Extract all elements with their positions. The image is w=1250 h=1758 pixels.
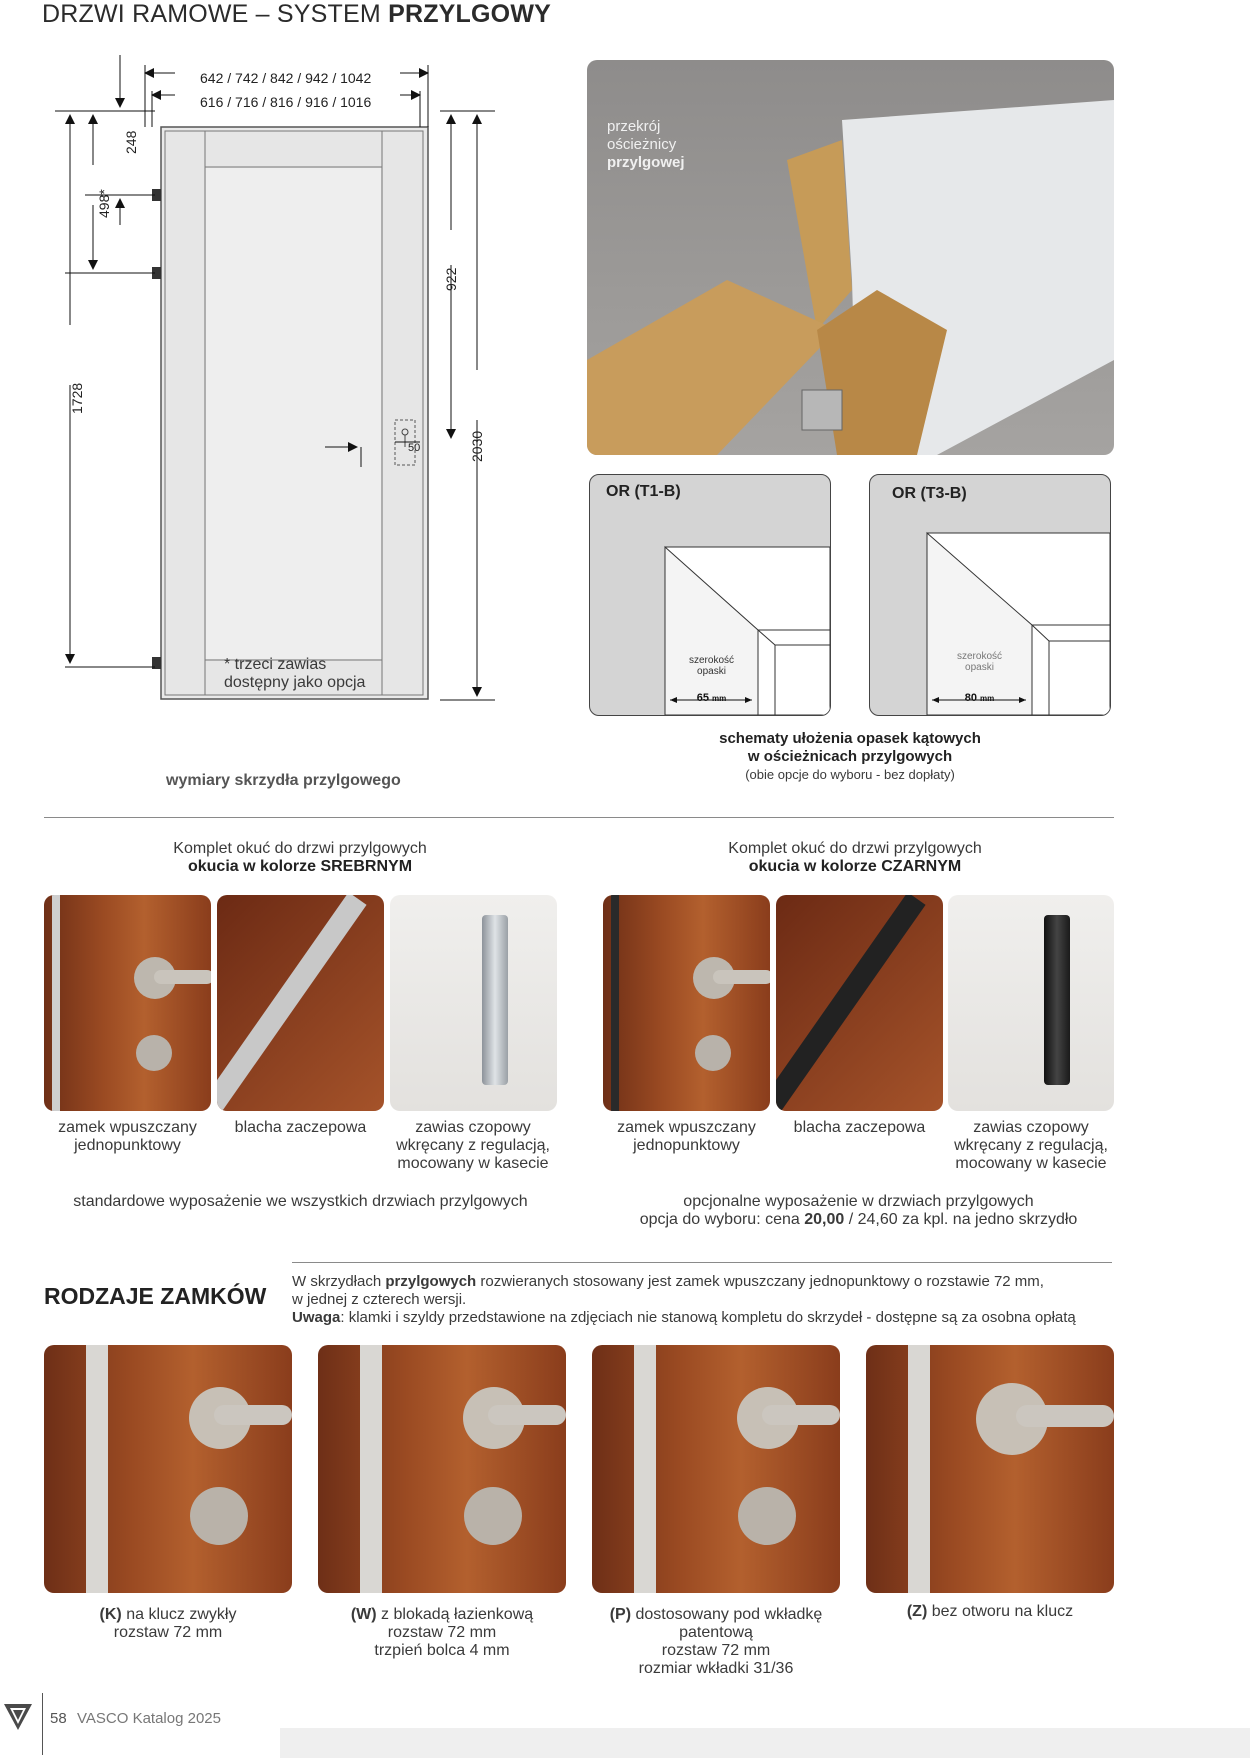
photo-silver-strike-plate	[217, 895, 384, 1111]
dim-248-label: 248	[123, 130, 139, 154]
section-label-1: przekrój	[607, 118, 661, 135]
footer-band	[280, 1728, 1250, 1758]
cylinder-lock-icon	[738, 1487, 796, 1545]
bathroom-lock-icon	[464, 1487, 522, 1545]
width-inner-label: 616 / 716 / 816 / 916 / 1016	[200, 94, 372, 110]
frames-caption: schematy ułożenia opasek kątowych w ościeżnicach przylgowych (obie opcje do wyboru - bez dopłaty)	[719, 730, 981, 782]
item-caption-lock: zamek wpuszczany jednopunktowy	[58, 1119, 197, 1154]
lock-caption-w: (W) z blokadą łazienkową rozstaw 72 mm trzpień bolca 4 mm	[350, 1606, 534, 1659]
width-outer-label: 642 / 742 / 842 / 942 / 1042	[200, 70, 372, 86]
photo-silver-hinge	[390, 895, 557, 1111]
lock-caption-k: (K) na klucz zwykły rozstaw 72 mm	[99, 1606, 237, 1641]
standard-equipment-note: standardowe wyposażenie we wszystkich drzwiach przylgowych	[73, 1193, 528, 1210]
black-fittings-heading: Komplet okuć do drzwi przylgowych okucia w kolorze CZARNYM	[728, 840, 982, 875]
item-caption-hinge: zawias czopowy wkręcany z regulacją, mocowany w kasecie	[396, 1119, 550, 1172]
hinge-icon	[482, 915, 508, 1085]
band-unit: mm	[712, 694, 727, 703]
photo-lock-w	[318, 1345, 566, 1593]
frame-panel-t3b	[869, 474, 1111, 716]
section-label-2: ościeżnicy	[607, 136, 677, 153]
item-caption-lock: zamek wpuszczany jednopunktowy	[617, 1119, 756, 1154]
third-hinge-note: * trzeci zawias dostępny jako opcja	[224, 656, 366, 691]
lock-types-heading: RODZAJE ZAMKÓW	[44, 1283, 267, 1309]
footer-divider	[42, 1693, 43, 1755]
item-caption-strike-plate: blacha zaczepowa	[793, 1119, 926, 1136]
band-label-1: szerokość	[688, 655, 734, 666]
hinge-icon	[1044, 915, 1070, 1085]
lock-caption-p: (P) dostosowany pod wkładkę patentową rozstaw 72 mm rozmiar wkładki 31/36	[609, 1606, 823, 1677]
frame-panel-t1b	[589, 474, 831, 716]
band-label-1: szerokość	[956, 651, 1002, 662]
keyhole-icon	[190, 1487, 248, 1545]
dim-50-label: 50	[408, 442, 421, 454]
item-caption-strike-plate: blacha zaczepowa	[234, 1119, 367, 1136]
dim-922-label: 922	[443, 267, 459, 291]
photo-silver-lock	[44, 895, 211, 1111]
photo-lock-z	[866, 1345, 1114, 1593]
glass-panel	[206, 168, 381, 659]
frame-title-t3b: OR (T3-B)	[892, 485, 967, 502]
band-label-2: opaski	[965, 662, 994, 673]
optional-equipment-note: opcjonalne wyposażenie w drzwiach przylgowych opcja do wyboru: cena 20,00 / 24,60 za kpl. na jedno skrzydło	[639, 1193, 1078, 1228]
lock-types-description: W skrzydłach przylgowych rozwieranych stosowany jest zamek wpuszczany jednopunktowy o rozstawie 72 mm, w jednej z czterech wersji. Uwaga: klamki i szyldy przedstawione na zdjęciach nie stanową kompletu do skrzydeł - dostępne są za osobna opłatą	[292, 1273, 1076, 1326]
photo-lock-k	[44, 1345, 292, 1593]
footer-page-number: 58	[50, 1710, 67, 1727]
silver-fittings-heading: Komplet okuć do drzwi przylgowych okucia w kolorze SREBRNYM	[173, 840, 427, 875]
photo-black-hinge	[948, 895, 1114, 1111]
frame-section-photo	[587, 60, 1114, 455]
dim-2030-label: 2030	[469, 430, 485, 462]
band-unit: mm	[980, 694, 995, 703]
dim-498-label: 498*	[96, 189, 112, 218]
band-width-80: 80	[964, 692, 977, 704]
photo-black-strike-plate	[776, 895, 943, 1111]
band-label-2: opaski	[697, 666, 726, 677]
footer-catalog-name: VASCO Katalog 2025	[77, 1710, 221, 1727]
frame-title-t1b: OR (T1-B)	[606, 483, 681, 500]
photo-black-lock	[603, 895, 770, 1111]
band-width-65: 65	[696, 692, 709, 704]
keyhole-icon	[136, 1035, 172, 1071]
page-title: DRZWI RAMOWE – SYSTEM PRZYLGOWY	[42, 0, 551, 28]
section-label-bold: przylgowej	[607, 154, 685, 171]
keyhole-icon	[695, 1035, 731, 1071]
drawing-caption: wymiary skrzydła przylgowego	[166, 772, 401, 789]
vasco-logo-icon	[2, 1700, 34, 1732]
item-caption-hinge: zawias czopowy wkręcany z regulacją, mocowany w kasecie	[954, 1119, 1108, 1172]
section-divider	[44, 817, 1114, 818]
lock-types-rule	[292, 1262, 1112, 1263]
lock-caption-z: (Z) bez otworu na klucz	[906, 1603, 1074, 1620]
dim-1728-label: 1728	[69, 382, 85, 414]
photo-lock-p	[592, 1345, 840, 1593]
